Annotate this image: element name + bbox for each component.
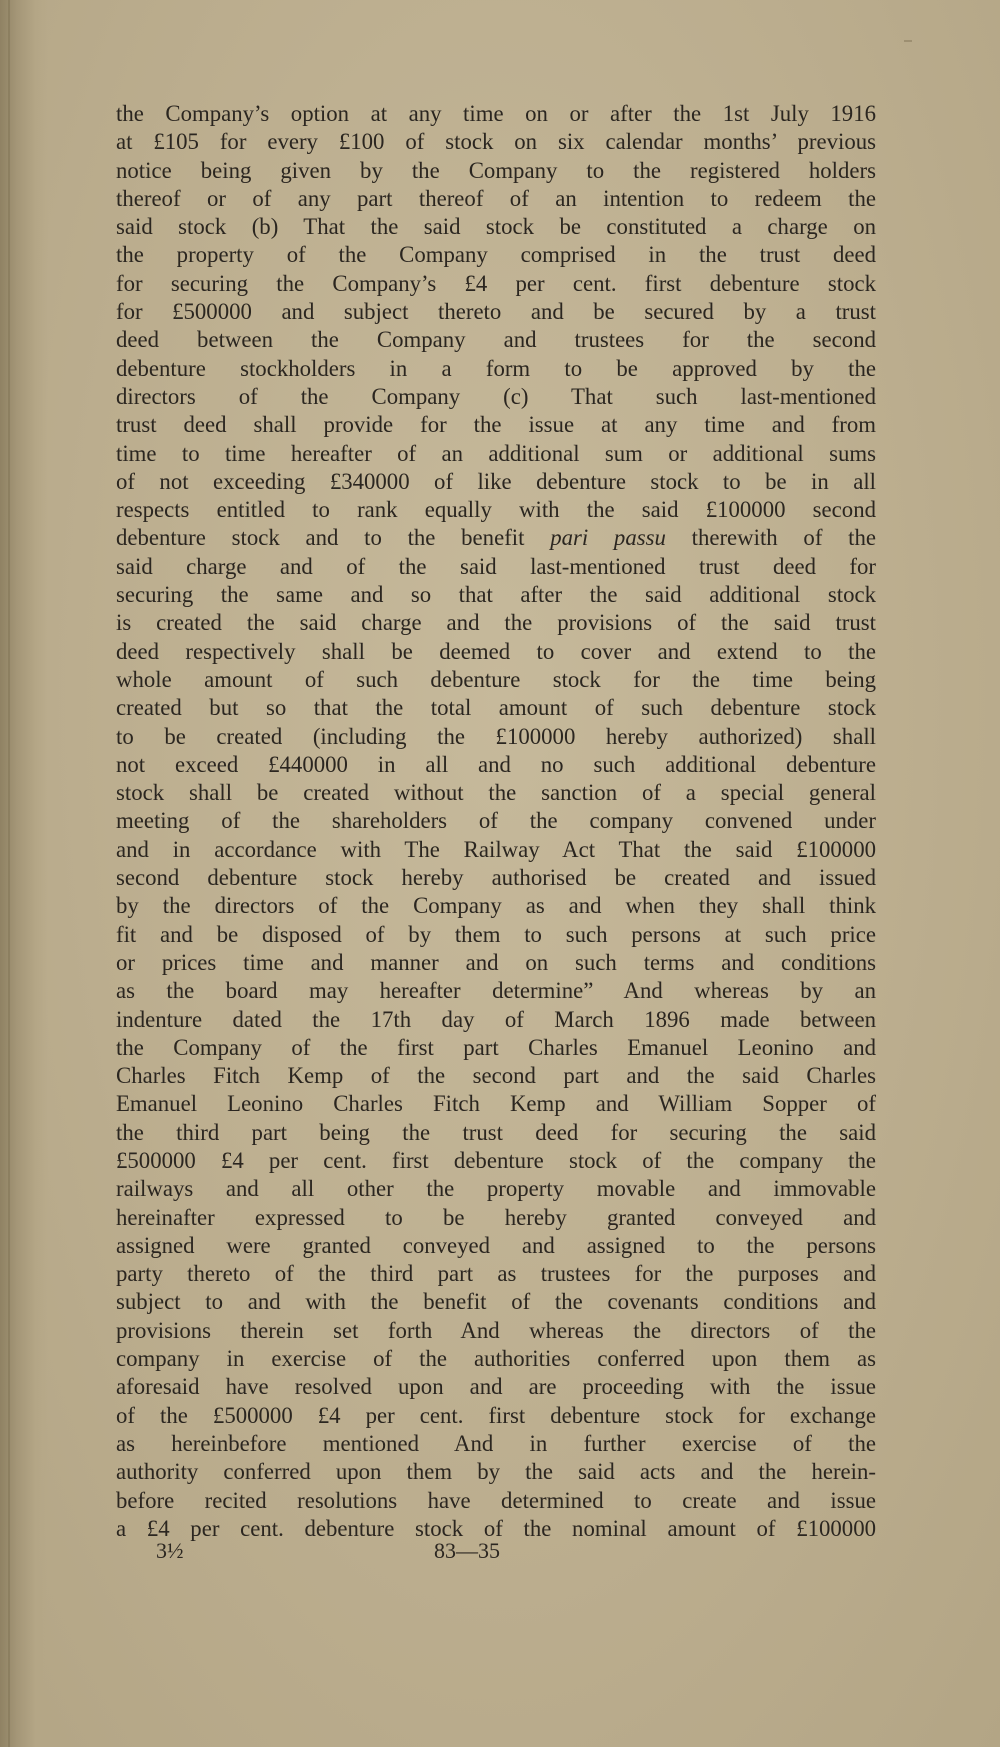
text-line: and in accordance with The Railway Act That the said £100000 [116, 836, 876, 862]
text-line: the third part being the trust deed for securing the said [116, 1119, 876, 1145]
page-footer [0, 1538, 1000, 1568]
text-line: is created the said charge and the provisions of the said trust [116, 610, 876, 636]
text-line: indenture dated the 17th day of March 1896 made between [116, 1006, 876, 1032]
text-line: authority conferred upon them by the said acts and the herein- [116, 1459, 876, 1485]
text-line: debenture stockholders in a form to be approved by the [116, 355, 876, 381]
text-line: assigned were granted conveyed and assigned to the persons [116, 1232, 876, 1258]
text-line: the property of the Company comprised in the trust deed [116, 242, 876, 268]
text-line: £500000 £4 per cent. first debenture stock of the company the [116, 1147, 876, 1173]
text-line: fit and be disposed of by them to such persons at such price [116, 921, 876, 947]
text-line: aforesaid have resolved upon and are proceeding with the issue [116, 1374, 876, 1400]
text-line: Charles Fitch Kemp of the second part and the said Charles [116, 1063, 876, 1089]
text-line: time to time hereafter of an additional sum or additional sums [116, 440, 876, 466]
text-line: notice being given by the Company to the registered holders [116, 157, 876, 183]
text-line: thereof or of any part thereof of an intention to redeem the [116, 185, 876, 211]
text-line: a £4 per cent. debenture stock of the nominal amount of £100000 [116, 1515, 876, 1541]
text-line: debenture stock and to the benefit pari passu therewith of the [116, 525, 877, 551]
text-line: trust deed shall provide for the issue at any time and from [116, 412, 876, 438]
text-line: company in exercise of the authorities conferred upon them as [116, 1346, 876, 1372]
text-line: subject to and with the benefit of the covenants conditions and [116, 1289, 876, 1315]
text-line: of the £500000 £4 per cent. first debenture stock for exchange [116, 1402, 876, 1428]
text-line: of not exceeding £340000 of like debenture stock to be in all [116, 468, 876, 494]
text-line: securing the same and so that after the said additional stock [116, 582, 876, 608]
text-line: not exceed £440000 in all and no such additional debenture [116, 751, 876, 777]
text-line: for securing the Company’s £4 per cent. first debenture stock [116, 270, 876, 296]
italic-phrase: pari passu [550, 525, 666, 551]
text-line: as the board may hereafter determine” And whereas by an [116, 978, 876, 1004]
text-line: directors of the Company (c) That such last-mentioned [116, 383, 876, 409]
text-line: by the directors of the Company as and when they shall think [116, 893, 876, 919]
text-line: party thereto of the third part as trustees for the purposes and [116, 1261, 876, 1287]
text-line: said stock (b) That the said stock be constituted a charge on [116, 214, 876, 240]
text-line: created but so that the total amount of such debenture stock [116, 695, 876, 721]
binding-crease [8, 0, 10, 1747]
text-line: deed between the Company and trustees for the second [116, 327, 876, 353]
text-line: whole amount of such debenture stock for the time being [116, 666, 876, 692]
text-line: hereinafter expressed to be hereby granted conveyed and [116, 1204, 876, 1230]
text-line: provisions therein set forth And whereas the directors of the [116, 1317, 876, 1343]
text-line: deed respectively shall be deemed to cover and extend to the [116, 638, 876, 664]
text-line: Emanuel Leonino Charles Fitch Kemp and William Sopper of [116, 1091, 876, 1117]
text-line: or prices time and manner and on such terms and conditions [116, 949, 876, 975]
text-line: for £500000 and subject thereto and be secured by a trust [116, 299, 876, 325]
signature-mark: 3½ [156, 1538, 184, 1563]
text-line: stock shall be created without the sanction of a special general [116, 780, 876, 806]
text-line: respects entitled to rank equally with the said £100000 second [116, 497, 876, 523]
text-line: the Company of the first part Charles Emanuel Leonino and [116, 1034, 876, 1060]
text-line: meeting of the shareholders of the company convened under [116, 808, 876, 834]
text-line: the Company’s option at any time on or after the 1st July 1916 [116, 101, 876, 126]
text-line: before recited resolutions have determined to create and issue [116, 1487, 876, 1513]
folio-number: 83—35 [434, 1538, 500, 1563]
text-line: as hereinbefore mentioned And in further exercise of the [116, 1430, 876, 1456]
text-line: said charge and of the said last-mentioned trust deed for [116, 553, 876, 579]
body-text [116, 100, 876, 1543]
text-line: to be created (including the £100000 hereby authorized) shall [116, 723, 876, 749]
text-line: railways and all other the property movable and immovable [116, 1176, 876, 1202]
corner-mark [904, 40, 912, 42]
text-line: second debenture stock hereby authorised be created and issued [116, 865, 876, 891]
text-line: at £105 for every £100 of stock on six calendar months’ previous [116, 129, 876, 155]
